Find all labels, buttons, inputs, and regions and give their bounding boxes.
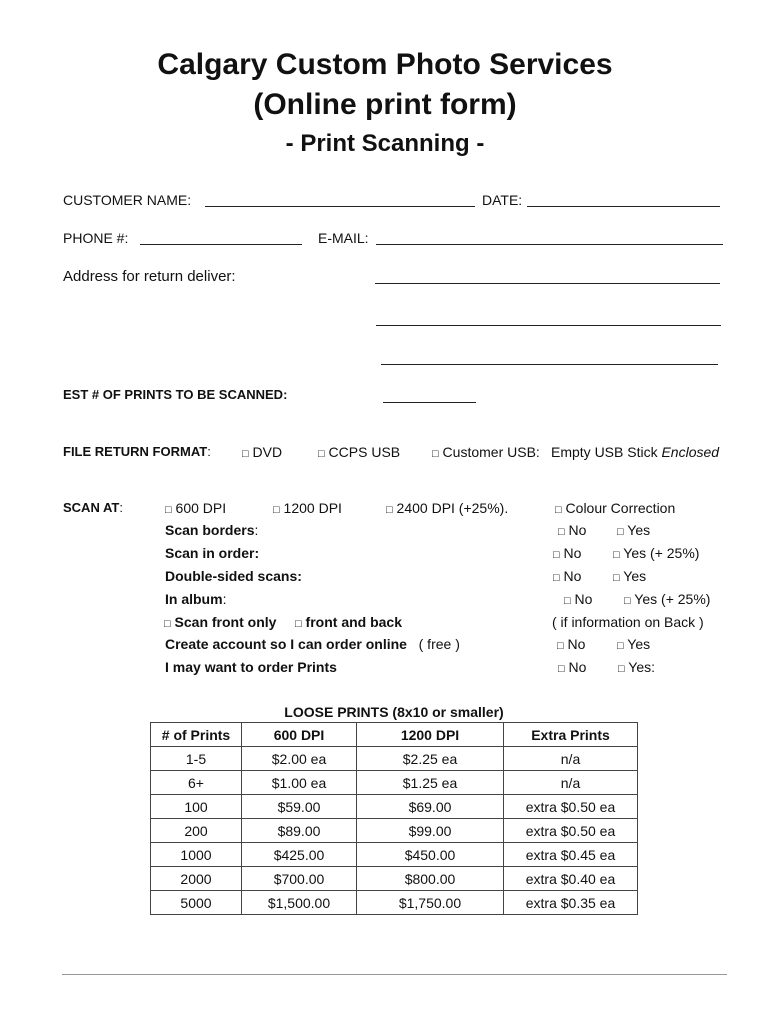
col-header-extra: Extra Prints bbox=[504, 723, 638, 747]
double-sided-label: Double-sided scans: bbox=[165, 568, 302, 584]
table-cell: n/a bbox=[504, 747, 638, 771]
table-cell: $800.00 bbox=[357, 867, 504, 891]
table-cell: 1-5 bbox=[151, 747, 242, 771]
scan-borders-yes[interactable]: □ Yes bbox=[617, 522, 651, 538]
double-sided-no[interactable]: □ No bbox=[553, 568, 582, 584]
checkbox-icon: □ bbox=[295, 618, 302, 630]
pricing-table bbox=[150, 722, 638, 915]
customer-name-field[interactable] bbox=[205, 206, 475, 207]
table-cell: $450.00 bbox=[357, 843, 504, 867]
order-prints-yes[interactable]: □ Yes: bbox=[618, 659, 656, 675]
table-cell: $89.00 bbox=[242, 819, 357, 843]
email-label: E-MAIL: bbox=[318, 230, 369, 246]
table-cell: $700.00 bbox=[242, 867, 357, 891]
table-cell: $1,500.00 bbox=[242, 891, 357, 915]
ccps-usb-option[interactable]: □ CCPS USB bbox=[318, 444, 401, 460]
checkbox-icon: □ bbox=[557, 640, 564, 652]
table-cell: $2.25 ea bbox=[357, 747, 504, 771]
scan-at-label: SCAN AT: bbox=[63, 500, 123, 515]
checkbox-icon: □ bbox=[432, 448, 439, 460]
checkbox-icon: □ bbox=[318, 448, 325, 460]
table-cell: 5000 bbox=[151, 891, 242, 915]
customer-name-label: CUSTOMER NAME: bbox=[63, 192, 192, 208]
table-cell: n/a bbox=[504, 771, 638, 795]
table-cell: $1.25 ea bbox=[357, 771, 504, 795]
est-prints-label: EST # OF PRINTS TO BE SCANNED: bbox=[63, 387, 288, 402]
table-cell: extra $0.50 ea bbox=[504, 795, 638, 819]
date-label: DATE: bbox=[482, 192, 523, 208]
file-return-label: FILE RETURN FORMAT: bbox=[63, 444, 211, 459]
checkbox-icon: □ bbox=[242, 448, 249, 460]
table-cell: $59.00 bbox=[242, 795, 357, 819]
page-title-line2: (Online print form) bbox=[253, 88, 517, 121]
table-cell: extra $0.35 ea bbox=[504, 891, 638, 915]
scan-front-only-option[interactable]: □ Scan front only bbox=[164, 614, 277, 630]
table-cell: 200 bbox=[151, 819, 242, 843]
table-cell: 2000 bbox=[151, 867, 242, 891]
table-cell: $1.00 ea bbox=[242, 771, 357, 795]
scan-borders-label: Scan borders: bbox=[165, 522, 259, 538]
checkbox-icon: □ bbox=[624, 595, 631, 607]
table-row bbox=[151, 867, 638, 891]
page-subtitle: - Print Scanning - bbox=[285, 130, 485, 157]
scan-in-order-label: Scan in order: bbox=[165, 545, 260, 561]
table-cell: extra $0.40 ea bbox=[504, 867, 638, 891]
phone-label: PHONE #: bbox=[63, 230, 129, 246]
table-cell: extra $0.50 ea bbox=[504, 819, 638, 843]
checkbox-icon: □ bbox=[553, 549, 560, 561]
checkbox-icon: □ bbox=[273, 504, 280, 516]
table-cell: extra $0.45 ea bbox=[504, 843, 638, 867]
checkbox-icon: □ bbox=[613, 549, 620, 561]
front-and-back-option[interactable]: □ front and back bbox=[295, 614, 403, 630]
table-cell: 100 bbox=[151, 795, 242, 819]
date-field[interactable] bbox=[527, 206, 720, 207]
table-cell: 6+ bbox=[151, 771, 242, 795]
dvd-option[interactable]: □ DVD bbox=[242, 444, 283, 460]
checkbox-icon: □ bbox=[558, 663, 565, 675]
table-cell: 1000 bbox=[151, 843, 242, 867]
table-row bbox=[151, 747, 638, 771]
create-account-no[interactable]: □ No bbox=[557, 636, 586, 652]
est-prints-field[interactable] bbox=[383, 402, 476, 403]
table-header-row bbox=[151, 723, 638, 747]
create-account-yes[interactable]: □ Yes bbox=[617, 636, 651, 652]
table-cell: $99.00 bbox=[357, 819, 504, 843]
scan-borders-no[interactable]: □ No bbox=[558, 522, 587, 538]
in-album-yes[interactable]: □ Yes (+ 25%) bbox=[624, 591, 711, 607]
table-row bbox=[151, 795, 638, 819]
double-sided-yes[interactable]: □ Yes bbox=[613, 568, 647, 584]
in-album-no[interactable]: □ No bbox=[564, 591, 593, 607]
table-cell: $425.00 bbox=[242, 843, 357, 867]
pricing-caption: LOOSE PRINTS (8x10 or smaller) bbox=[284, 704, 504, 720]
checkbox-icon: □ bbox=[558, 526, 565, 538]
checkbox-icon: □ bbox=[553, 572, 560, 584]
checkbox-icon: □ bbox=[164, 618, 171, 630]
checkbox-icon: □ bbox=[617, 526, 624, 538]
table-cell: $2.00 ea bbox=[242, 747, 357, 771]
table-row bbox=[151, 891, 638, 915]
col-header-prints: # of Prints bbox=[151, 723, 242, 747]
scan-in-order-no[interactable]: □ No bbox=[553, 545, 582, 561]
order-prints-no[interactable]: □ No bbox=[558, 659, 587, 675]
col-header-1200dpi: 1200 DPI bbox=[357, 723, 504, 747]
page-title: Calgary Custom Photo Services bbox=[157, 48, 613, 81]
footer-divider bbox=[62, 974, 727, 975]
checkbox-icon: □ bbox=[564, 595, 571, 607]
phone-field[interactable] bbox=[140, 244, 302, 245]
table-row bbox=[151, 771, 638, 795]
checkbox-icon: □ bbox=[165, 504, 172, 516]
table-cell: $69.00 bbox=[357, 795, 504, 819]
table-row bbox=[151, 843, 638, 867]
dpi-1200-option[interactable]: □ 1200 DPI bbox=[273, 500, 342, 516]
address-line-2[interactable] bbox=[376, 325, 721, 326]
order-prints-label: I may want to order Prints bbox=[165, 659, 337, 675]
info-on-back-note: ( if information on Back ) bbox=[552, 614, 704, 630]
checkbox-icon: □ bbox=[617, 640, 624, 652]
table-row bbox=[151, 819, 638, 843]
dpi-2400-option[interactable]: □ 2400 DPI (+25%). bbox=[386, 500, 509, 516]
address-line-3[interactable] bbox=[381, 364, 718, 365]
create-account-label: Create account so I can order online ( free ) bbox=[165, 636, 460, 652]
address-line-1[interactable] bbox=[375, 283, 720, 284]
dpi-600-option[interactable]: □ 600 DPI bbox=[165, 500, 227, 516]
in-album-label: In album: bbox=[165, 591, 227, 607]
colour-correction-option[interactable]: □ Colour Correction bbox=[555, 500, 676, 516]
col-header-600dpi: 600 DPI bbox=[242, 723, 357, 747]
table-cell: $1,750.00 bbox=[357, 891, 504, 915]
address-label: Address for return deliver: bbox=[63, 268, 236, 285]
checkbox-icon: □ bbox=[618, 663, 625, 675]
customer-usb-option[interactable]: □ Customer USB: bbox=[432, 444, 540, 460]
scan-in-order-yes[interactable]: □ Yes (+ 25%) bbox=[613, 545, 700, 561]
checkbox-icon: □ bbox=[613, 572, 620, 584]
usb-note: Empty USB Stick Enclosed bbox=[551, 444, 720, 460]
checkbox-icon: □ bbox=[386, 504, 393, 516]
checkbox-icon: □ bbox=[555, 504, 562, 516]
email-field[interactable] bbox=[376, 244, 723, 245]
